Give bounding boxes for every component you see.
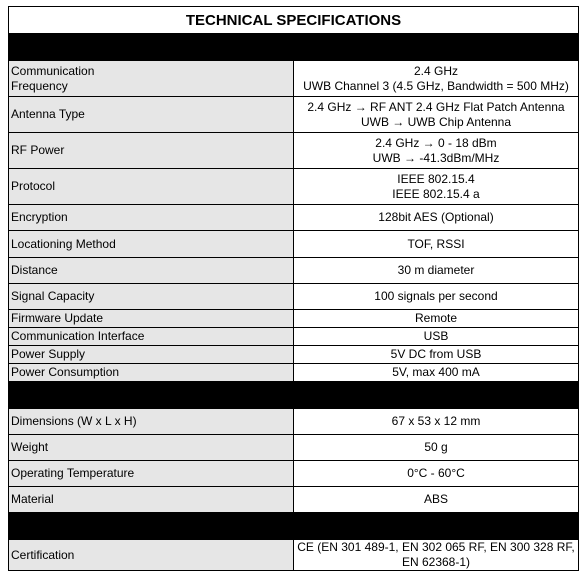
section-band-cell xyxy=(9,34,579,61)
row-value: 50 g xyxy=(294,435,579,461)
row-label: Power Consumption xyxy=(9,364,294,382)
row-value: TOF, RSSI xyxy=(294,231,579,258)
title-row xyxy=(9,7,579,34)
row-label: Locationing Method xyxy=(9,231,294,258)
row-value: USB xyxy=(294,328,579,346)
row-label: Operating Temperature xyxy=(9,461,294,487)
table-row xyxy=(9,205,579,231)
table-row xyxy=(9,310,579,328)
spec-sheet xyxy=(8,6,579,571)
row-label: Communication Interface xyxy=(9,328,294,346)
row-value: 100 signals per second xyxy=(294,284,579,310)
row-value: 2.4 GHz → RF ANT 2.4 GHz Flat Patch Antenna UWB → UWB Chip Antenna xyxy=(294,97,579,133)
table-row xyxy=(9,169,579,205)
row-value: 5V, max 400 mA xyxy=(294,364,579,382)
row-label: Power Supply xyxy=(9,346,294,364)
table-row xyxy=(9,487,579,513)
table-title: TECHNICAL SPECIFICATIONS xyxy=(9,7,579,34)
row-label: Distance xyxy=(9,258,294,284)
row-label: Material xyxy=(9,487,294,513)
row-value: 128bit AES (Optional) xyxy=(294,205,579,231)
table-row xyxy=(9,409,579,435)
section-band-2 xyxy=(9,382,579,409)
table-row xyxy=(9,133,579,169)
table-row xyxy=(9,461,579,487)
section-band-3 xyxy=(9,513,579,540)
row-value: 2.4 GHz UWB Channel 3 (4.5 GHz, Bandwidth = 500 MHz) xyxy=(294,61,579,97)
row-label: RF Power xyxy=(9,133,294,169)
section-band-cell xyxy=(9,382,579,409)
row-label: Firmware Update xyxy=(9,310,294,328)
spec-table xyxy=(8,6,579,571)
table-row xyxy=(9,346,579,364)
table-row xyxy=(9,328,579,346)
row-label: Weight xyxy=(9,435,294,461)
table-row xyxy=(9,540,579,571)
row-value: CE (EN 301 489-1, EN 302 065 RF, EN 300 328 RF, EN 62368-1) xyxy=(294,540,579,571)
row-label: Certification xyxy=(9,540,294,571)
row-value: Remote xyxy=(294,310,579,328)
table-row xyxy=(9,284,579,310)
table-row xyxy=(9,97,579,133)
row-label: Communication Frequency xyxy=(9,61,294,97)
row-label: Signal Capacity xyxy=(9,284,294,310)
section-band-cell xyxy=(9,513,579,540)
row-value: 5V DC from USB xyxy=(294,346,579,364)
row-label: Encryption xyxy=(9,205,294,231)
row-value: 67 x 53 x 12 mm xyxy=(294,409,579,435)
row-label: Dimensions (W x L x H) xyxy=(9,409,294,435)
row-value: IEEE 802.15.4 IEEE 802.15.4 a xyxy=(294,169,579,205)
row-value: 2.4 GHz → 0 - 18 dBm UWB → -41.3dBm/MHz xyxy=(294,133,579,169)
table-row xyxy=(9,258,579,284)
row-label: Protocol xyxy=(9,169,294,205)
table-row xyxy=(9,61,579,97)
table-row xyxy=(9,231,579,258)
row-label: Antenna Type xyxy=(9,97,294,133)
table-row xyxy=(9,364,579,382)
row-value: ABS xyxy=(294,487,579,513)
row-value: 0°C - 60°C xyxy=(294,461,579,487)
table-row xyxy=(9,435,579,461)
section-band-1 xyxy=(9,34,579,61)
row-value: 30 m diameter xyxy=(294,258,579,284)
